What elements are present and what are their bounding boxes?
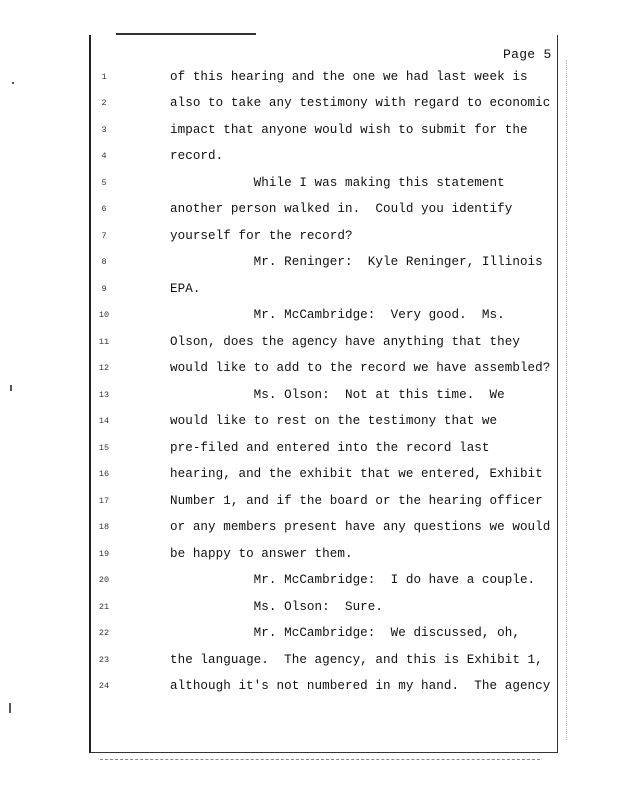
line-number: 7 [101,231,107,241]
transcript-line: EPA. [170,282,201,296]
line-number: 18 [98,522,110,532]
scan-speckle [10,385,12,391]
line-number: 15 [98,443,110,453]
scan-speckle [9,703,11,713]
line-number: 8 [101,257,107,267]
line-number: 10 [98,310,110,320]
transcript-line: impact that anyone would wish to submit for the [170,123,528,137]
line-number: 13 [98,390,110,400]
transcript-line: Mr. Reninger: Kyle Reninger, Illinois [170,255,543,269]
transcript-line: Mr. McCambridge: Very good. Ms. [170,308,505,322]
scan-speckle [12,82,14,84]
transcript-line: Number 1, and if the board or the hearing officer [170,494,543,508]
transcript-line: also to take any testimony with regard to economic [170,96,551,110]
transcript-line: of this hearing and the one we had last week is [170,70,528,84]
line-number: 19 [98,549,110,559]
transcript-line: would like to add to the record we have assembled? [170,361,551,375]
line-number: 14 [98,416,110,426]
transcript-line: yourself for the record? [170,229,353,243]
line-number: 16 [98,469,110,479]
transcript-line: although it's not numbered in my hand. The agency [170,679,551,693]
transcript-line: Ms. Olson: Not at this time. We [170,388,505,402]
transcript-line: would like to rest on the testimony that we [170,414,498,428]
line-number: 6 [101,204,107,214]
transcript-line: another person walked in. Could you identify [170,202,513,216]
transcript-line: Olson, does the agency have anything that they [170,335,520,349]
transcript-line: Mr. McCambridge: We discussed, oh, [170,626,520,640]
line-number: 9 [101,284,107,294]
line-number: 12 [98,363,110,373]
line-number: 1 [101,72,107,82]
line-number: 3 [101,125,107,135]
line-number: 24 [98,681,110,691]
line-number: 17 [98,496,110,506]
line-number: 22 [98,628,110,638]
line-number: 4 [101,151,107,161]
line-number: 5 [101,178,107,188]
line-number: 2 [101,98,107,108]
line-number: 20 [98,575,110,585]
scan-edge-dots [566,60,567,740]
transcript-line: Ms. Olson: Sure. [170,600,384,614]
transcript-line: hearing, and the exhibit that we entered, Exhibit [170,467,543,481]
transcript-line: record. [170,149,224,163]
transcript-line: While I was making this statement [170,176,505,190]
line-number: 11 [98,337,110,347]
page-number: Page 5 [503,47,552,62]
bottom-scan-line [100,759,540,760]
line-number: 21 [98,602,110,612]
transcript-line: the language. The agency, and this is Exhibit 1, [170,653,543,667]
line-number: 23 [98,655,110,665]
transcript-line: pre-filed and entered into the record last [170,441,490,455]
transcript-line: or any members present have any questions we would [170,520,551,534]
transcript-line: be happy to answer them. [170,547,353,561]
transcript-line: Mr. McCambridge: I do have a couple. [170,573,536,587]
